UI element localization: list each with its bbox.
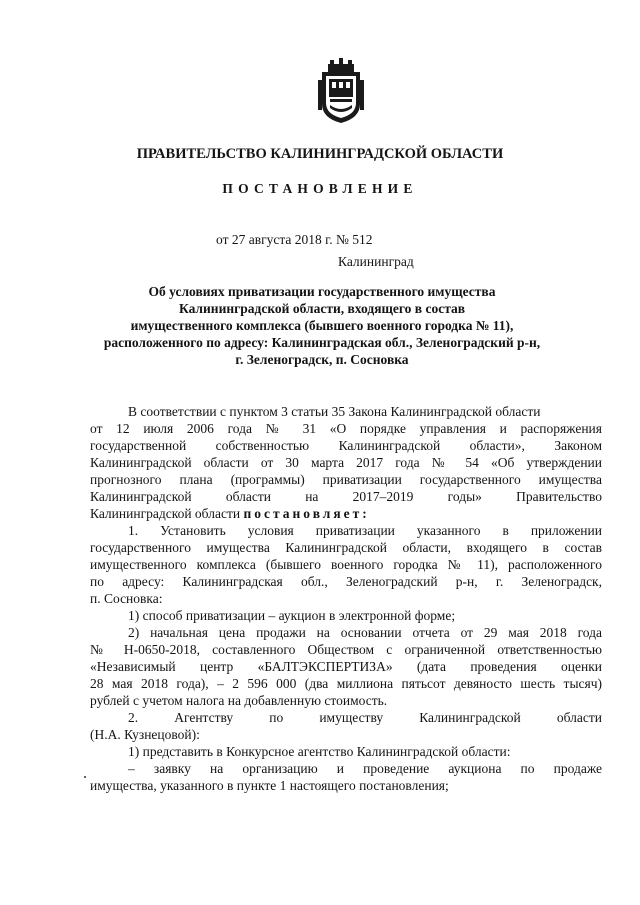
body-line: 28 мая 2018 года), – 2 596 000 (два миллиона пятьсот девяносто шесть тысяч): [90, 676, 602, 691]
body-line: Калининградской области на 2017–2019 годы» Правительство: [90, 489, 602, 504]
body-line: рублей с учетом налога на добавленную стоимость.: [90, 693, 388, 708]
body-line: Калининградской области от 30 марта 2017 года № 54 «Об утверждении: [90, 455, 602, 470]
decree-verb: постановляет:: [243, 506, 370, 521]
body-line: – заявку на организацию и проведение аукциона по продаже: [128, 761, 602, 776]
government-name: ПРАВИТЕЛЬСТВО КАЛИНИНГРАДСКОЙ ОБЛАСТИ: [136, 146, 504, 162]
body-line: от 12 июля 2006 года № 31 «О порядке управления и распоряжения: [90, 421, 602, 436]
body-line: № Н-0650-2018, составленного Обществом с ограниченной ответственностью: [90, 642, 602, 657]
body-text: Калининградской области: [90, 506, 241, 521]
body-line: (Н.А. Кузнецовой):: [90, 727, 200, 742]
title-line: г. Зеленоградск, п. Сосновка: [235, 352, 409, 367]
title-line: имущественного комплекса (бывшего военного городка № 11),: [130, 318, 514, 333]
document-city: Калининград: [338, 254, 414, 269]
body-line: имущества, указанного в пункте 1 настоящего постановления;: [90, 778, 449, 793]
body-line: имущественного комплекса (бывшего военного городка № 11), расположенного: [90, 557, 602, 572]
body-line: [90, 505, 602, 522]
document-type: ПОСТАНОВЛЕНИЕ: [222, 181, 418, 196]
body-line: 2. Агентству по имуществу Калининградской области: [128, 710, 602, 725]
title-line: Калининградской области, входящего в состав: [178, 301, 466, 316]
title-line: расположенного по адресу: Калининградская обл., Зеленоградский р-н,: [103, 335, 541, 350]
scan-speck: [84, 776, 86, 778]
body-line: В соответствии с пунктом 3 статьи 35 Закона Калининградской области: [128, 404, 541, 419]
body-line: 1) представить в Конкурсное агентство Калининградской области:: [128, 744, 511, 759]
body-line: 1) способ приватизации – аукцион в электронной форме;: [128, 608, 456, 623]
body-line: прогнозного плана (программы) приватизации государственного имущества: [90, 472, 602, 487]
coat-of-arms-emblem: [316, 58, 366, 124]
document-title: [48, 283, 596, 368]
body-line: по адресу: Калининградская обл., Зеленоградский р-н, г. Зеленоградск,: [90, 574, 602, 589]
body-line: государственного имущества Калининградской области, входящего в состав: [90, 540, 602, 555]
body-line: государственной собственностью Калининградской области», Законом: [90, 438, 602, 453]
document-date-number: от 27 августа 2018 г. № 512: [216, 232, 373, 247]
body-line: 1. Установить условия приватизации указанного в приложении: [128, 523, 602, 538]
body-line: п. Сосновка:: [90, 591, 163, 606]
document-body: [90, 403, 602, 794]
body-line: «Независимый центр «БАЛТЭКСПЕРТИЗА» (дата проведения оценки: [90, 659, 602, 674]
body-line: 2) начальная цена продажи на основании отчета от 29 мая 2018 года: [128, 625, 602, 640]
title-line: Об условиях приватизации государственного имущества: [148, 284, 496, 299]
